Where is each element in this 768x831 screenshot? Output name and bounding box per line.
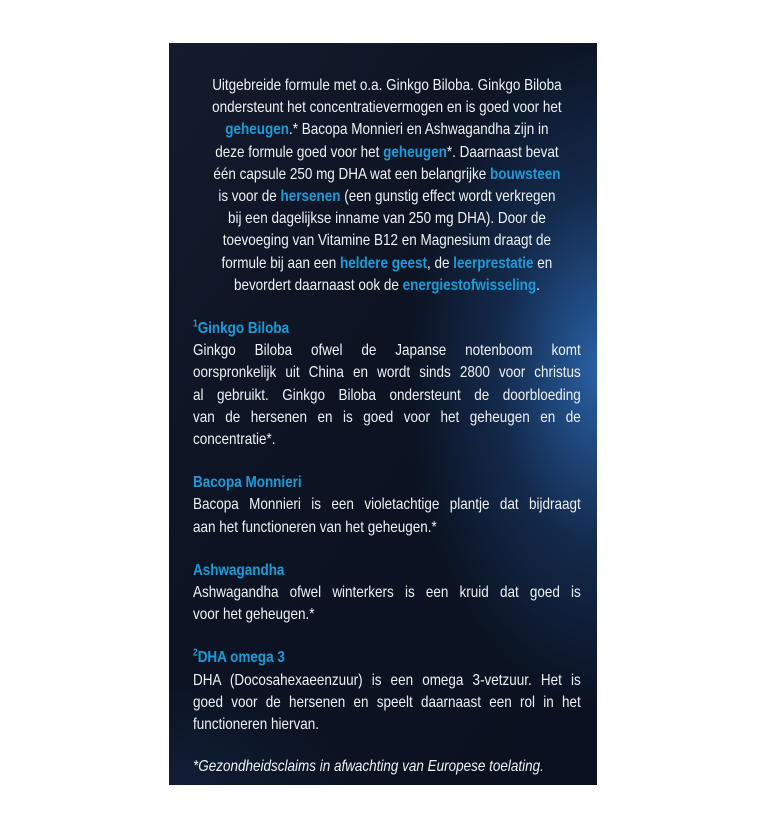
text-segment: voor het geheugen.*	[193, 606, 315, 624]
text-line	[193, 142, 581, 164]
text-line	[193, 670, 581, 692]
highlighted-term: geheugen	[225, 121, 290, 139]
text-line	[193, 517, 581, 539]
text-line	[193, 208, 581, 230]
section-heading	[193, 647, 581, 669]
section-ginkgo-biloba	[193, 318, 581, 451]
text-line	[193, 230, 581, 252]
text-segment: concentratie*.	[193, 431, 276, 449]
health-claims-footnote: *Gezondheidsclaims in afwachting van Europese toelating.	[193, 758, 544, 776]
section-heading	[193, 472, 581, 494]
text-segment: .* Bacopa Monnieri en Ashwagandha zijn in	[289, 121, 549, 139]
text-line	[193, 97, 581, 119]
panel-content	[169, 43, 597, 778]
text-segment: van de hersenen en is goed voor het geheugen en de	[193, 408, 581, 426]
section-body	[193, 670, 581, 737]
text-line	[193, 714, 581, 736]
text-segment: Bacopa Monnieri is een violetachtige plantje dat bijdraagt	[193, 496, 581, 514]
text-segment: is voor de	[218, 188, 281, 206]
text-line	[193, 494, 581, 516]
text-segment: functioneren hiervan.	[193, 716, 319, 734]
section-heading-text: Ginkgo Biloba	[197, 320, 290, 338]
text-segment: oorspronkelijk uit China en wordt sinds 2800 voor christus	[193, 364, 581, 382]
text-segment: (een gunstig effect wordt verkregen	[340, 188, 556, 206]
text-line	[193, 340, 581, 362]
text-segment: formule bij aan een	[221, 254, 341, 272]
section-ashwagandha	[193, 560, 581, 627]
section-body	[193, 494, 581, 538]
text-segment: al gebruikt. Ginkgo Biloba ondersteunt de doorbloeding	[193, 386, 581, 404]
text-segment: , de	[426, 254, 454, 272]
text-segment: en	[533, 254, 553, 272]
section-bacopa-monnieri	[193, 472, 581, 539]
text-segment: goed voor de hersenen en speelt daarnaast een rol in het	[193, 693, 581, 711]
text-segment: bevordert daarnaast ook de	[233, 276, 403, 294]
section-heading	[193, 318, 581, 340]
highlighted-term: hersenen	[280, 188, 341, 206]
text-line	[193, 275, 581, 297]
text-segment: ondersteunt het concentratievermogen en is goed voor het	[212, 99, 562, 117]
text-line	[193, 253, 581, 275]
text-line	[193, 362, 581, 384]
section-dha-omega-3	[193, 647, 581, 736]
text-segment: Ginkgo Biloba ofwel de Japanse notenboom komt	[193, 342, 581, 360]
text-line	[193, 429, 581, 451]
highlighted-term: leerprestatie	[453, 254, 534, 272]
text-line	[193, 582, 581, 604]
text-segment: één capsule 250 mg DHA wat een belangrijke	[213, 165, 490, 183]
text-segment: bij een dagelijkse inname van 250 mg DHA). Door de	[227, 210, 546, 228]
text-line	[193, 385, 581, 407]
intro-paragraph	[193, 75, 581, 297]
text-column	[193, 75, 581, 778]
text-segment: DHA (Docosahexaeenzuur) is een omega 3-vetzuur. Het is	[193, 671, 581, 689]
section-body	[193, 340, 581, 451]
highlighted-term: bouwsteen	[489, 165, 561, 183]
text-line	[193, 119, 581, 141]
text-line	[193, 164, 581, 186]
text-line	[193, 604, 581, 626]
text-segment: toevoeging van Vitamine B12 en Magnesium draagt de	[222, 232, 551, 250]
text-line	[193, 692, 581, 714]
highlighted-term: geheugen	[383, 143, 447, 161]
section-body	[193, 582, 581, 626]
text-segment: *. Daarnaast bevat	[446, 143, 559, 161]
highlighted-term: energiestofwisseling	[402, 276, 537, 294]
text-segment: Ashwagandha ofwel winterkers is een kruid dat goed is	[193, 584, 581, 602]
text-segment: Uitgebreide formule met o.a. Ginkgo Biloba. Ginkgo Biloba	[212, 77, 562, 94]
section-heading	[193, 560, 581, 582]
heading-superscript: 1	[193, 318, 198, 330]
heading-superscript: 2	[193, 648, 198, 660]
highlighted-term: heldere geest	[340, 254, 427, 272]
section-heading-text: Bacopa Monnieri	[193, 474, 302, 492]
text-line	[193, 407, 581, 429]
section-heading-text: Ashwagandha	[193, 561, 285, 579]
text-line	[193, 186, 581, 208]
text-segment: aan het functioneren van het geheugen.*	[193, 518, 437, 536]
section-heading-text: DHA omega 3	[197, 649, 285, 667]
text-line	[193, 75, 581, 97]
text-segment: deze formule goed voor het	[215, 143, 384, 161]
product-info-panel	[169, 43, 597, 785]
text-segment: .	[536, 276, 540, 294]
